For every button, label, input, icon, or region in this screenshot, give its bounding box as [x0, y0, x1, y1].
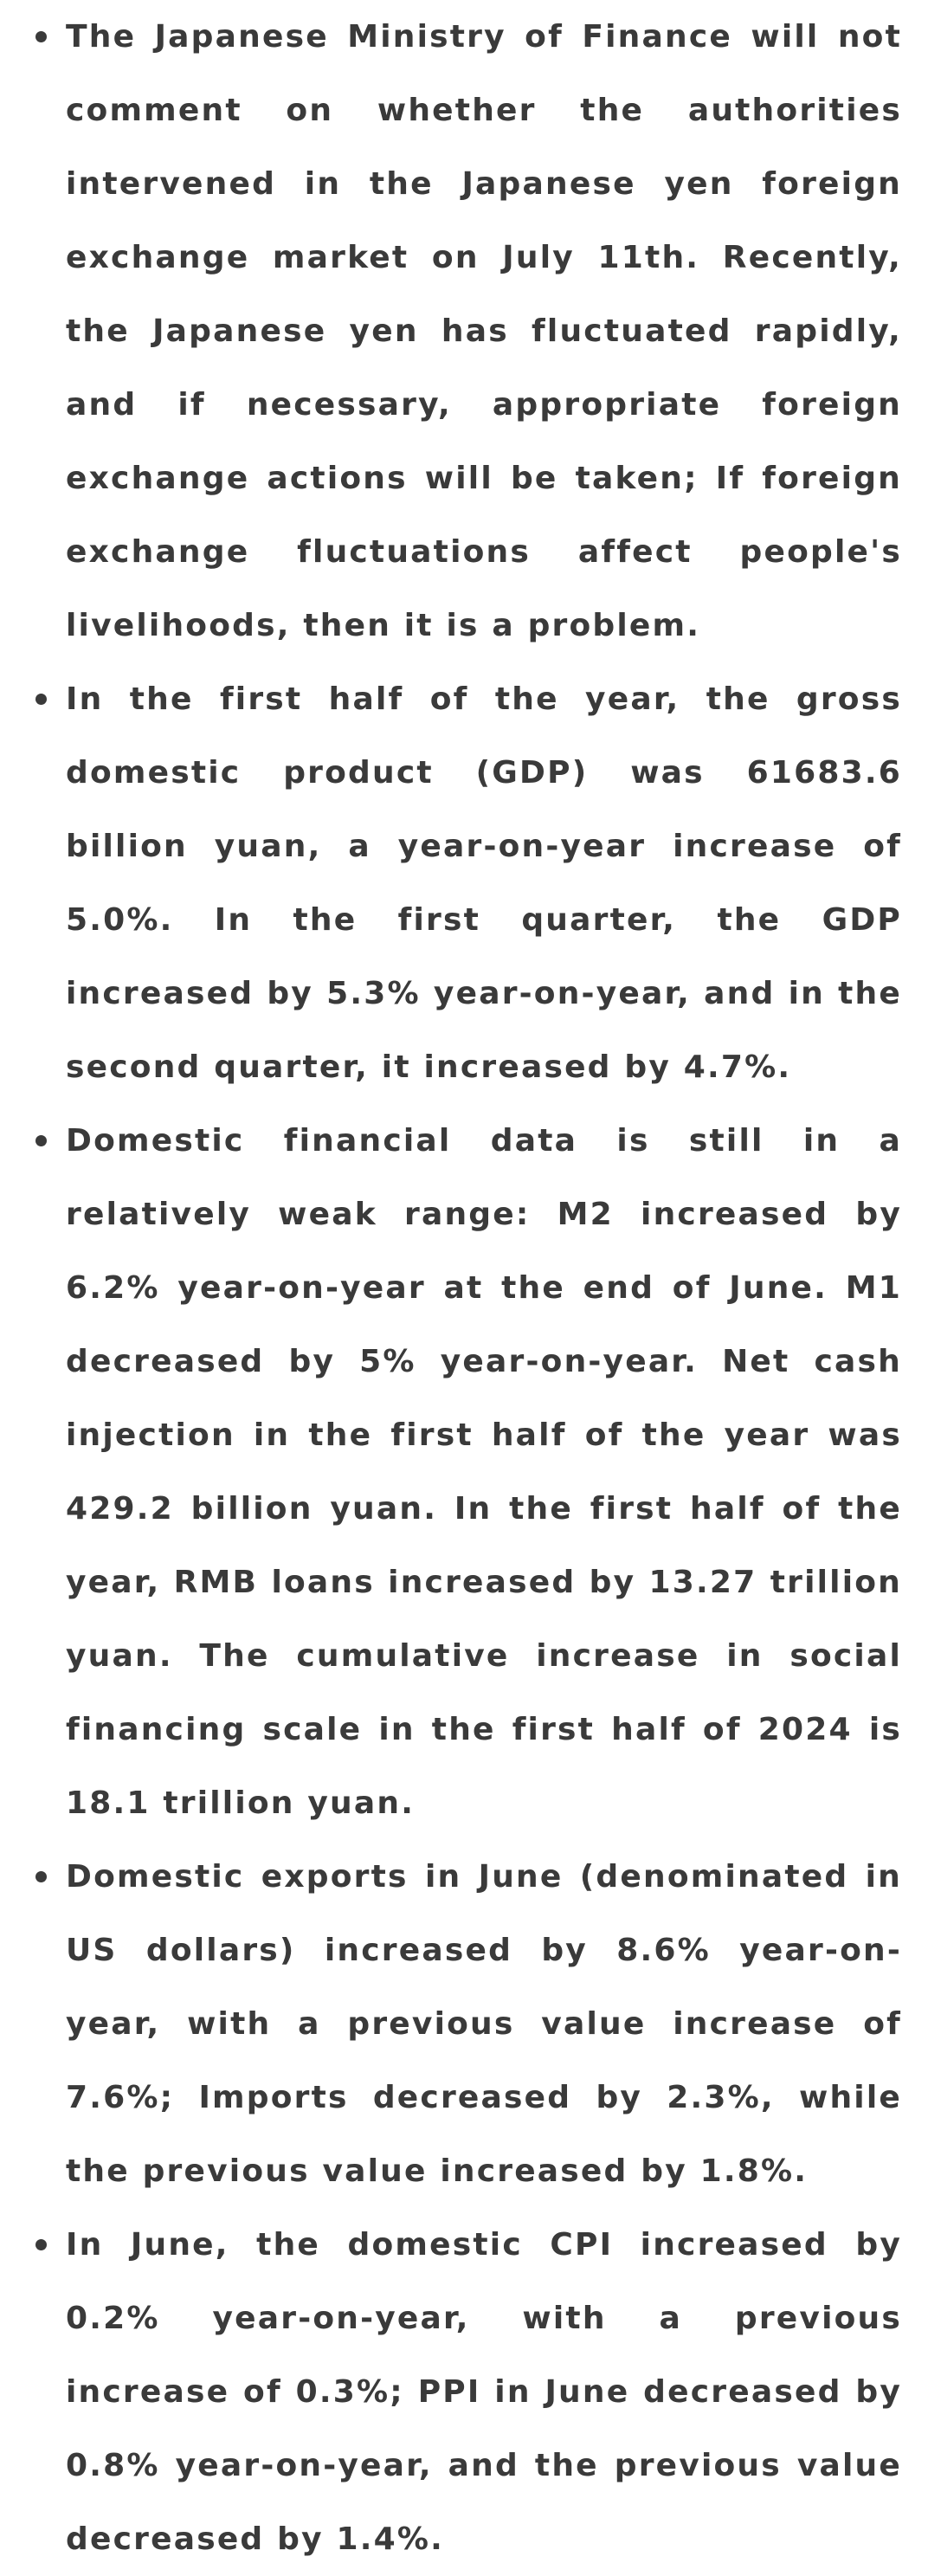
bullet-text: In the first half of the year, the gross domestic product (GDP) was 61683.6 billion yuan, a year-on-year increase of 5.0%. In the first quarter, the GDP increased by 5.3% year-on-year, and in the second quarter, it increased by 4.7%. [66, 681, 902, 1085]
bullet-dot-icon [35, 1871, 47, 1882]
bullet-item-japan-yen [0, 0, 928, 662]
bullet-dot-icon [35, 1135, 47, 1146]
bullet-dot-icon [35, 2239, 47, 2250]
bullet-text: In June, the domestic CPI increased by 0.2% year-on-year, with a previous increase of 0.3%; PPI in June decreased by 0.8% year-on-year, and the previous value decreased by 1.4%. [66, 2227, 902, 2557]
bullet-text: Domestic exports in June (denominated in US dollars) increased by 8.6% year-on-year, with a previous value increase of 7.6%; Imports decreased by 2.3%, while the previous value increased by 1.8%. [66, 1859, 902, 2189]
bullet-text: The Japanese Ministry of Finance will not comment on whether the authorities intervened in the Japanese yen foreign exchange market on July 11th. Recently, the Japanese yen has fluctuated rapidly, and if necessary, appropriate foreign exchange actions will be taken; If foreign exchange fluctuations affect people's livelihoods, then it is a problem. [66, 19, 902, 643]
bullet-item-cpi-ppi [0, 2208, 928, 2576]
bullet-item-exports-imports [0, 1840, 928, 2208]
bullet-text: Domestic financial data is still in a relatively weak range: M2 increased by 6.2% year-on-year at the end of June. M1 decreased by 5% year-on-year. Net cash injection in the first half of the year was 429.2 billion yuan. In the first half of the year, RMB loans increased by 13.27 trillion yuan. The cumulative increase in social financing scale in the first half of 2024 is 18.1 trillion yuan. [66, 1123, 902, 1821]
bullet-dot-icon [35, 31, 47, 42]
bullet-item-financial-data [0, 1104, 928, 1840]
bullet-item-gdp [0, 662, 928, 1104]
bullet-dot-icon [35, 694, 47, 705]
